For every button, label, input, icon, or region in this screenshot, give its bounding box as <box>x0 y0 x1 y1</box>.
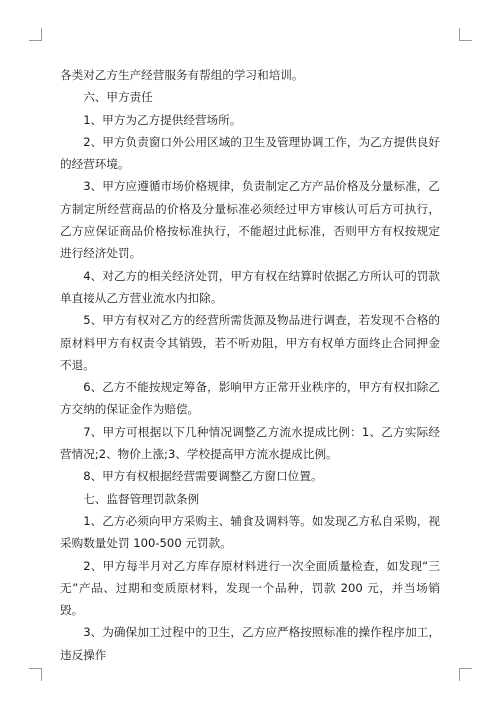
paragraph: 2、甲方负责窗口外公用区域的卫生及管理协调工作，为乙方提供良好的经营环境。 <box>60 134 440 172</box>
corner-mark-top-left <box>29 28 42 41</box>
paragraph: 2、甲方每半月对乙方库存原材料进行一次全面质量检查，如发现“三无”产品、过期和变质原材料，发现一个品种，罚款 200 元，并当场销毁。 <box>60 558 440 618</box>
corner-mark-top-right <box>459 28 472 41</box>
paragraph: 各类对乙方生产经营服务有帮组的学习和培训。 <box>60 68 304 82</box>
section-heading: 七、监督管理罚款条例 <box>83 491 200 506</box>
paragraph: 3、甲方应遵循市场价格规律，负责制定乙方产品价格及分量标准，乙方制定所经营商品的价格及分量标准必须经过甲方审核认可后方可执行，乙方应保证商品价格按标准执行，不能超过此标准，否则甲方有权按规定进行经济处罚。 <box>60 179 440 261</box>
paragraph: 4、对乙方的相关经济处罚，甲方有权在结算时依据乙方所认可的罚款单直接从乙方营业流水内扣除。 <box>60 268 440 305</box>
paragraph: 6、乙方不能按规定筹备，影响甲方正常开业秩序的，甲方有权扣除乙方交纳的保证金作为赔偿。 <box>60 380 440 417</box>
paragraph: 1、乙方必须向甲方采购主、辅食及调料等。如发现乙方私自采购，视采购数量处罚 100-500 元罚款。 <box>60 513 440 551</box>
corner-mark-bottom-left <box>29 668 42 681</box>
section-heading: 六、甲方责任 <box>83 90 153 105</box>
paragraph: 5、甲方有权对乙方的经营所需货源及物品进行调查，若发现不合格的原材料甲方有权责令其销毁，若不听劝阻，甲方有权单方面终止合同押金不退。 <box>60 313 440 372</box>
corner-mark-bottom-right <box>459 668 472 681</box>
document-body <box>60 64 440 666</box>
paragraph: 8、甲方有权根据经营需要调整乙方窗口位置。 <box>83 469 323 484</box>
paragraph: 7、甲方可根据以下几种情况调整乙方流水提成比例：1、乙方实际经营情况;2、物价上涨;3、学校提高甲方流水提成比例。 <box>60 424 440 462</box>
paragraph: 3、为确保加工过程中的卫生，乙方应严格按照标准的操作程序加工，违反操作 <box>60 625 440 662</box>
paragraph: 1、甲方为乙方提供经营场所。 <box>83 112 242 127</box>
